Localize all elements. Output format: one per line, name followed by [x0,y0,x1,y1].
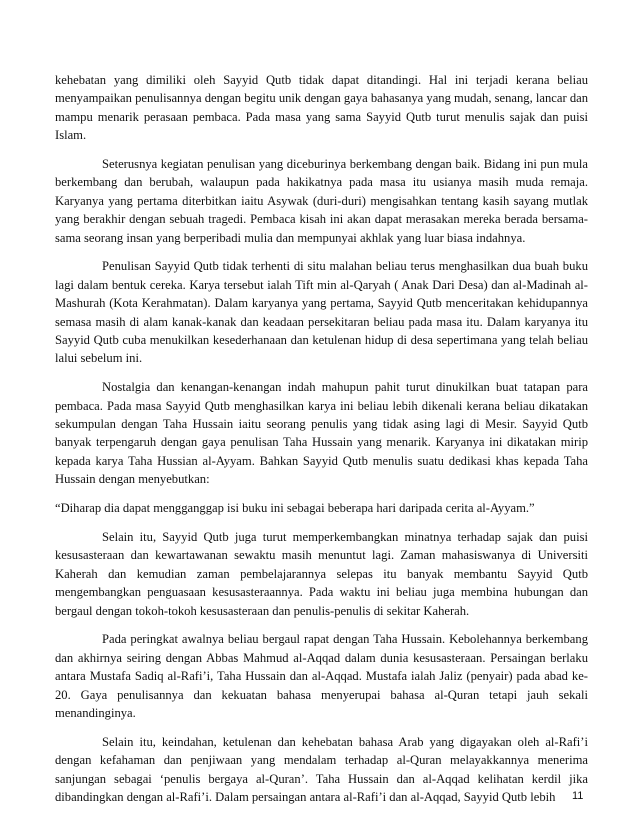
document-body [55,71,588,817]
paragraph: Selain itu, keindahan, ketulenan dan kehebatan bahasa Arab yang digayakan oleh al-Rafi’i dengan kefahaman dan penjiwaan yang mendalam terhadap al-Quran melayakkannya menerima sanjungan sebagai ‘penulis bergaya al-Quran’. Taha Hussain dan al-Aqqad kelihatan kerdil jika dibandingkan dengan al-Rafi’i. Dalam persaingan antara al-Rafi’i dan al-Aqqad, Sayyid Qutb lebih [55,734,588,804]
page-number: 11 [572,790,584,802]
paragraph: Selain itu, Sayyid Qutb juga turut memperkembangkan minatnya terhadap sajak dan puisi kesusasteraan dan kewartawanan sewaktu masih menuntut lagi. Zaman mahasiswanya di Universiti Kaherah dan kemudian zaman pembelajarannya selepas itu banyak membantu Sayyid Qutb mengembangkan penguasaan kesusasteraannya. Pada waktu ini beliau juga membina hubungan dan bergaul dengan tokoh-tokoh kesusasteraan dan penulis-penulis di sekitar Kaherah. [55,529,588,618]
quotation: “Diharap dia dapat mengganggap isi buku ini sebagai beberapa hari daripada cerita al-Ayyam.” [55,501,535,516]
paragraph: Nostalgia dan kenangan-kenangan indah mahupun pahit turut dinukilkan buat tatapan para pembaca. Pada masa Sayyid Qutb menghasilkan karya ini beliau lebih dikenali kerana beliau dikatakan sekumpulan dengan Taha Hussain iaitu seorang penulis yang tidak asing lagi di Mesir. Sayyid Qutb banyak terpengaruh dengan gaya penulisan Taha Hussain yang menarik. Karyanya ini dikatakan mirip kepada karya Taha Hussian al-Ayyam. Bahkan Sayyid Qutb menulis suatu dedikasi khas kepada Taha Hussain dengan menyebutkan: [55,380,588,487]
paragraph-continuation: kehebatan yang dimiliki oleh Sayyid Qutb tidak dapat ditandingi. Hal ini terjadi kerana beliau menyampaikan penulisannya dengan begitu unik dengan gaya bahasanya yang mudah, senang, lancar dan mampu menarik perasaan pembaca. Pada masa yang sama Sayyid Qutb turut menulis sajak dan puisi Islam. [55,73,588,143]
paragraph: Seterusnya kegiatan penulisan yang diceburinya berkembang dengan baik. Bidang ini pun mula berkembang dan berubah, walaupun pada hakikatnya pada masa itu usianya masih muda remaja. Karyanya yang pertama diterbitkan iaitu Asywak (duri-duri) mengisahkan tentang kasih sayang mutlak yang berakhir dengan sebuah tragedi. Pembaca kisah ini akan dapat merasakan mereka berada bersama-sama seorang insan yang berperibadi mulia dan mempunyai akhlak yang luar biasa indahnya. [55,157,588,245]
paragraph: Penulisan Sayyid Qutb tidak terhenti di situ malahan beliau terus menghasilkan dua buah buku lagi dalam bentuk cereka. Karya tersebut ialah Tift min al-Qaryah ( Anak Dari Desa) dan al-Madinah al-Mashurah (Kota Kerahmatan). Dalam karyanya yang pertama, Sayyid Qutb menceritakan kehidupannya semasa masih di alam kanak-kanak dan keadaan persekitaran beliau pada masa itu. Dalam karyanya itu Sayyid Qutb cuba menukilkan kesederhanaan dan ketulenan hidup di desa sepertimana yang telah beliau lalui sebelum ini. [55,259,588,366]
paragraph: Pada peringkat awalnya beliau bergaul rapat dengan Taha Hussain. Kebolehannya berkembang dan akhirnya seiring dengan Abbas Mahmud al-Aqqad dalam dunia kesusasteraan. Persaingan berlaku antara Mustafa Sadiq al-Rafi’i, Taha Hussain dan al-Aqqad. Mustafa ialah Jaliz (penyair) pada abad ke-20. Gaya penulisannya dan kekuatan bahasa menyerupai bahasa al-Quran tetapi jauh sekali menandinginya. [55,632,588,720]
